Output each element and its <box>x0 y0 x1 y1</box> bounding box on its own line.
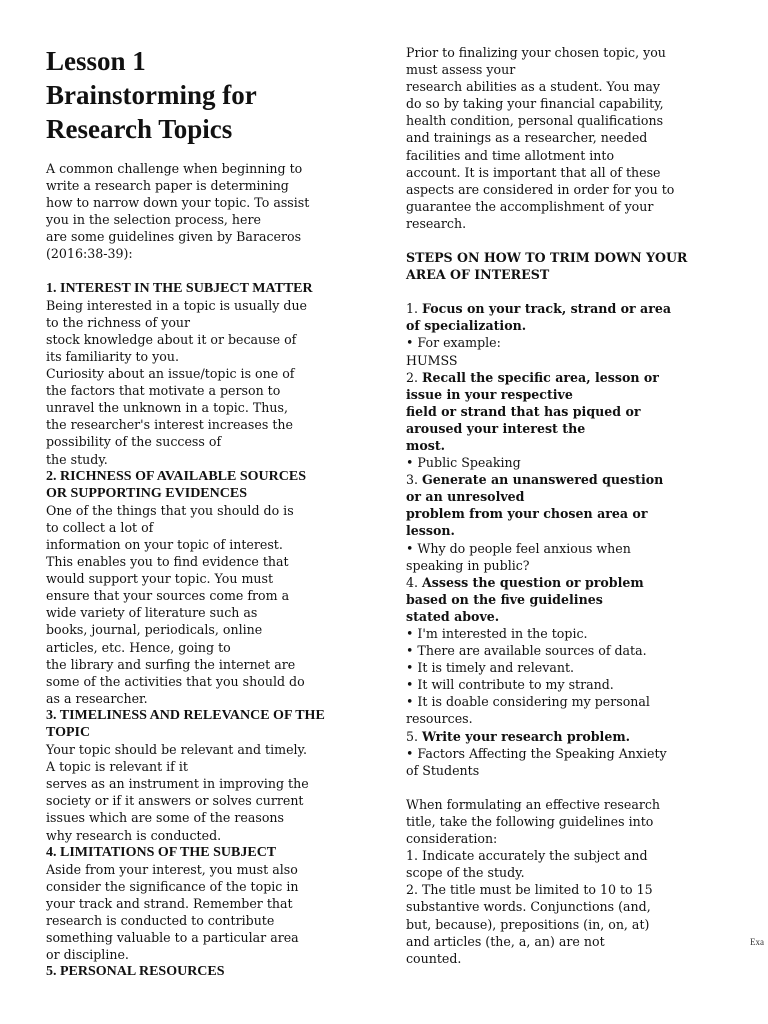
section-5 <box>46 963 368 980</box>
section-body: One of the things that you should do is to collect a lot of information on your topic of interest. This enables you to find evidence that would support your topic. You must ensure that your sources come from a wide variety of literature such as books, journal, periodicals, online articles, etc. Hence, going to the library and surfing the internet are some of the activities that you should do as a researcher. <box>46 502 305 706</box>
section-body: Your topic should be relevant and timely. A topic is relevant if it serves as an instrument in improving the society or if it answers or solves current issues which are some of the reasons why research is conducted. <box>46 742 309 843</box>
section-3 <box>46 707 368 844</box>
right-column <box>406 44 730 967</box>
step-4 <box>406 574 730 728</box>
step-3 <box>406 471 730 574</box>
closing-paragraph: When formulating an effective research title, take the following guidelines into consideration: 1. Indicate accurately the subject and scope of the study. 2. The title must be limited to 10 to 15 substantive words. Conjunctions (and, but, because), prepositions (in, on, at) and articles (the, a, an) are not counted. <box>406 796 661 966</box>
assessment-paragraph: Prior to finalizing your chosen topic, you must assess your research abilities as a student. You may do so by taking your financial capability, health condition, personal qualifications and trainings as a researcher, needed facilities and time allotment into account. It is important that all of these aspects are considered in order for you to guarantee the accomplishment of your research. <box>406 45 675 231</box>
section-body: Being interested in a topic is usually due to the richness of your stock knowledge about it or because of its familiarity to you. Curiosity about an issue/topic is one of the factors that motivate a person to unravel the unknown in a topic. Thus, the researcher's interest increases the possibility of the success of the study. <box>46 297 308 467</box>
step-detail: • Public Speaking <box>406 455 521 471</box>
section-heading: 2. RICHNESS OF AVAILABLE SOURCES OR SUPPORTING EVIDENCES <box>46 468 306 501</box>
page-title <box>46 44 368 146</box>
section-heading: 3. TIMELINESS AND RELEVANCE OF THE TOPIC <box>46 707 325 740</box>
section-1 <box>46 280 368 468</box>
left-column <box>46 0 368 980</box>
step-instruction: Recall the specific area, lesson or issue in your respective field or strand that has piqued or aroused your interest the most. <box>406 369 659 453</box>
step-number: 1. <box>406 301 423 317</box>
step-instruction: Assess the question or problem based on the five guidelines stated above. <box>406 574 644 624</box>
title-line-1: Lesson 1 <box>46 46 146 76</box>
step-number: 3. <box>406 472 423 488</box>
step-instruction: Write your research problem. <box>422 728 631 744</box>
step-number: 5. <box>406 728 423 744</box>
step-instruction: Focus on your track, strand or area of specialization. <box>406 301 672 334</box>
title-line-2: Brainstorming for <box>46 80 257 110</box>
step-instruction: Generate an unanswered question or an unresolved problem from your chosen area or lesson. <box>406 472 664 539</box>
step-5 <box>406 728 730 779</box>
section-2 <box>46 468 368 707</box>
section-heading: 5. PERSONAL RESOURCES <box>46 964 225 980</box>
step-2 <box>406 369 730 472</box>
step-detail: • Factors Affecting the Speaking Anxiety of Students <box>406 745 667 778</box>
section-heading: 4. LIMITATIONS OF THE SUBJECT <box>46 844 277 860</box>
section-body: Aside from your interest, you must also consider the significance of the topic in your track and strand. Remember that research is conducted to contribute something valuable to a particular area or discipline. <box>46 861 299 963</box>
section-heading: 1. INTEREST IN THE SUBJECT MATTER <box>46 280 313 296</box>
step-detail: • Why do people feel anxious when speaking in public? <box>406 540 631 573</box>
section-4 <box>46 844 368 964</box>
title-line-3: Research Topics <box>46 114 233 144</box>
cutoff-text: Exa <box>750 937 764 947</box>
intro-paragraph: A common challenge when beginning to write a research paper is determining how to narrow down your topic. To assist you in the selection process, here are some guidelines given by Baraceros (2016:38-39): <box>46 161 310 262</box>
step-detail: • For example: HUMSS <box>406 335 501 368</box>
step-number: 4. <box>406 574 423 590</box>
step-number: 2. <box>406 369 423 385</box>
step-detail: • I'm interested in the topic. • There are available sources of data. • It is timely and relevant. • It will contribute to my strand. • It is doable considering my personal resources. <box>406 626 650 727</box>
step-1 <box>406 300 730 368</box>
steps-heading: STEPS ON HOW TO TRIM DOWN YOUR AREA OF INTEREST <box>406 250 688 283</box>
